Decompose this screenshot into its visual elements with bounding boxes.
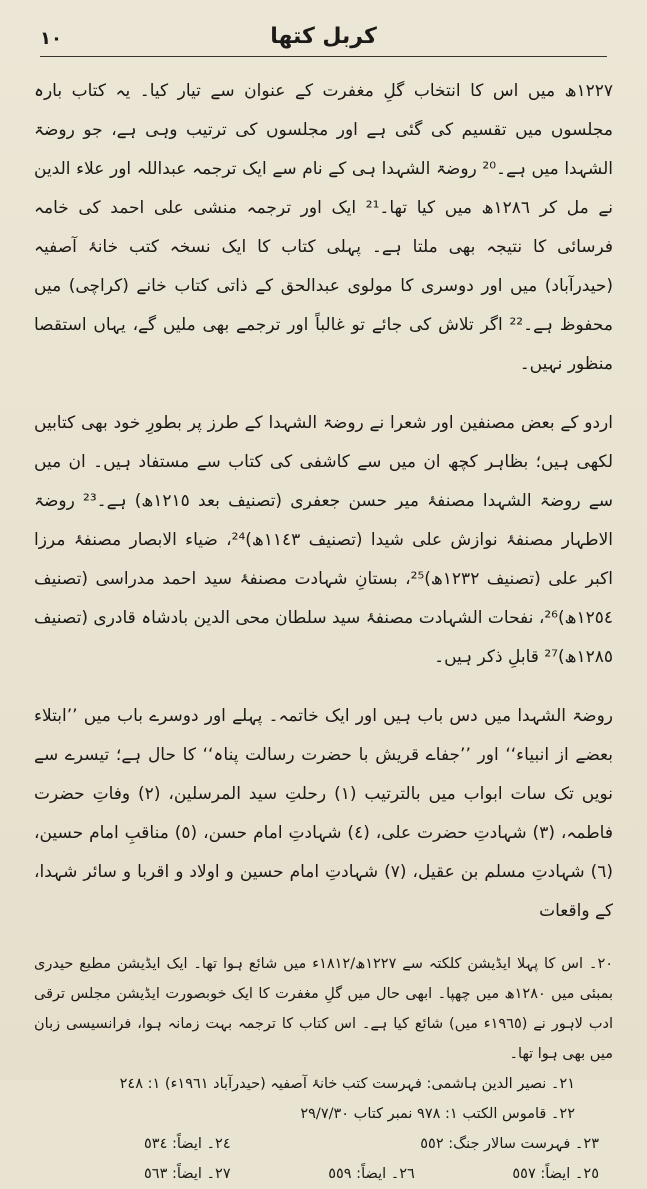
footnote-21: ٢١۔ نصیر الدین ہاشمی: فہرست کتب خانۂ آصفیہ (حیدرآباد ١٩٦١ء) ١: ٢٤٨	[119, 1076, 575, 1092]
footnote-26: ٢٦۔ ایضاً: ٥٥٩	[328, 1166, 415, 1182]
footnote-row-25-27	[34, 1159, 613, 1189]
page-number: ١٠	[40, 28, 62, 49]
footnote-row-23-24	[34, 1129, 613, 1159]
footnote-23: ٢٣۔ فہرست سالار جنگ: ٥٥٢	[420, 1136, 599, 1152]
footnotes	[34, 949, 613, 1189]
page-body	[34, 72, 613, 1189]
paragraph-1: ١٢٢٧ھ میں اس کا انتخاب گلِ مغفرت کے عنوان سے تیار کیا۔ یہ کتاب بارہ مجلسوں میں تقسیم کی گئی ہے اور مجلسوں کی ترتیب وہی ہے، جو روضۃ الشہدا میں ہے۔²⁰ روضۃ الشہدا ہی کے نام سے ایک ترجمہ عبداللہ اور علاء الدین نے مل کر ١٢٨٦ھ میں کیا تھا۔²¹ ایک اور ترجمہ منشی علی احمد کی خامہ فرسائی کا نتیجہ بھی ملتا ہے۔ پہلی کتاب کا ایک نسخہ کتب خانۂ آصفیہ (حیدرآباد) میں اور دوسری کا مولوی عبدالحق کے ذاتی کتاب خانے (کراچی) میں محفوظ ہے۔²² اگر تلاش کی جائے تو غالباً اور ترجمے بھی ملیں گے، یہاں استقصا منظور نہیں۔	[34, 81, 614, 374]
paragraph-3: روضۃ الشہدا میں دس باب ہیں اور ایک خاتمہ۔ پہلے اور دوسرے باب میں ’’ابتلاء بعضے از انبیاء‘‘ اور ’’جفاے قریش با حضرت رسالت پناہ‘‘ کا حال ہے؛ تیسرے سے نویں تک سات ابواب میں بالترتیب (١) رحلتِ سید المرسلین، (٢) وفاتِ حضرت فاطمہ، (٣) شہادتِ حضرت علی، (٤) شہادتِ امام حسن، (٥) مناقبِ امام حسین، (٦) شہادتِ مسلم بن عقیل، (٧) شہادتِ امام حسین و اولاد و اقربا و سائر شہدا، کے واقعات	[34, 706, 613, 921]
page-header	[40, 22, 607, 57]
footnote-22: ٢٢۔ قاموس الکتب ١: ٩٧٨ نمبر کتاب ٢٩/٧/٣٠	[300, 1106, 575, 1122]
footnote-25: ٢٥۔ ایضاً: ٥٥٧	[512, 1166, 599, 1182]
footnote-24: ٢٤۔ ایضاً: ٥٣٤	[144, 1136, 231, 1152]
footnote-20: ٢٠۔ اس کا پہلا ایڈیشن کلکتہ سے ١٢٢٧ھ/١٨١٢ء میں شائع ہوا تھا۔ ایک ایڈیشن مطبع حیدری بمبئی میں ١٢٨٠ھ میں چھپا۔ ابھی حال میں گلِ مغفرت کا ایک خوبصورت ایڈیشن مجلس ترقی ادب لاہور نے (١٩٦٥ء میں) شائع کیا ہے۔ اس کتاب کا ترجمہ بہت زمانہ ہوا، فرانسیسی زبان میں بھی ہوا تھا۔	[34, 956, 614, 1062]
running-title: کربل کتھا	[270, 24, 377, 49]
footnote-27: ٢٧۔ ایضاً: ٥٦٣	[144, 1166, 231, 1182]
paragraph-2: اردو کے بعض مصنفین اور شعرا نے روضۃ الشہدا کے طرز پر بطورِ خود بھی کتابیں لکھی ہیں؛ بظاہر کچھ ان میں سے کاشفی کی کتاب سے مستفاد ہیں۔ ان میں سے روضۃ الشہدا مصنفۂ میر حسن جعفری (تصنیف بعد ١٢١٥ھ) ہے۔²³ روضۃ الاطہار مصنفۂ نوازش علی شیدا (تصنیف ١١٤٣ھ)²⁴، ضیاء الابصار مصنفۂ مرزا اکبر علی (تصنیف ١٢٣٢ھ)²⁵، بستانِ شہادت مصنفۂ سید احمد مدراسی (تصنیف ١٢٥٤ھ)²⁶، نفحات الشہادت مصنفۂ سید سلطان محی الدین بادشاہ قادری (تصنیف ١٢٨٥ھ)²⁷ قابلِ ذکر ہیں۔	[34, 413, 614, 667]
